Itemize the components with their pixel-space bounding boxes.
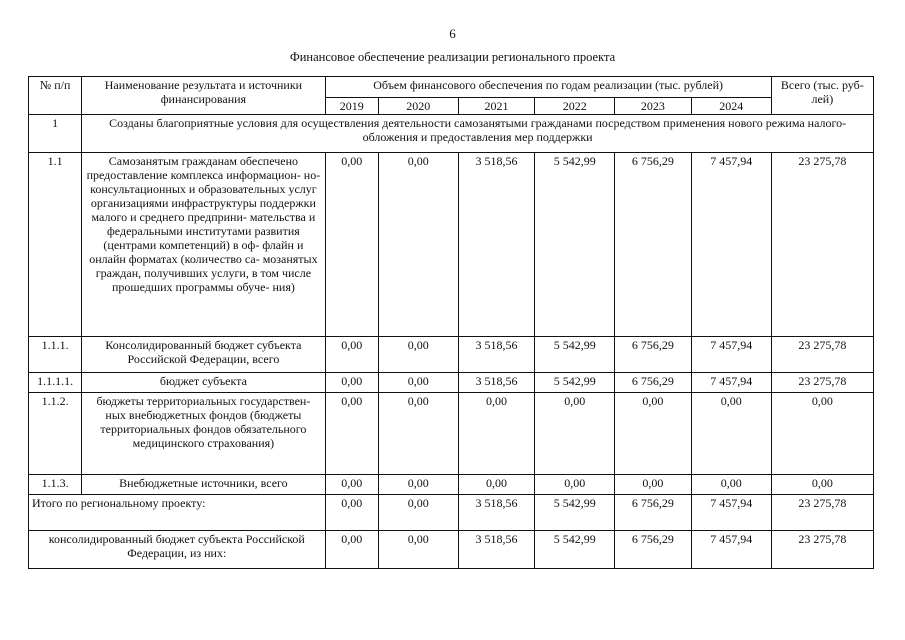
cell-value: 5 542,99 [535, 495, 615, 531]
cell-value: 5 542,99 [535, 153, 615, 337]
cell-value: 0,00 [325, 495, 378, 531]
cell-value: 0,00 [325, 531, 378, 569]
cell-value: 0,00 [535, 393, 615, 475]
header-year: 2022 [535, 98, 615, 115]
cell-value: 0,00 [325, 373, 378, 393]
section-no: 1 [29, 115, 82, 153]
summary-label: Итого по региональному проекту: [29, 495, 326, 531]
header-year: 2020 [378, 98, 458, 115]
table-row [29, 373, 874, 393]
cell-value: 0,00 [691, 393, 771, 475]
cell-value: 6 756,29 [615, 531, 692, 569]
cell-value: 3 518,56 [458, 531, 535, 569]
summary-row-consolidated [29, 531, 874, 569]
header-col-volume: Объем финансового обеспечения по годам реализации (тыс. рублей) [325, 77, 771, 98]
header-col-no: № п/п [29, 77, 82, 115]
cell-value: 6 756,29 [615, 495, 692, 531]
row-name: Консолидированный бюджет субъекта Российской Федерации, всего [82, 337, 325, 373]
header-year: 2021 [458, 98, 535, 115]
cell-value: 0,00 [458, 475, 535, 495]
cell-value: 7 457,94 [691, 153, 771, 337]
table-row [29, 475, 874, 495]
cell-value: 3 518,56 [458, 337, 535, 373]
cell-value: 0,00 [691, 475, 771, 495]
section-row [29, 115, 874, 153]
cell-value: 3 518,56 [458, 373, 535, 393]
row-no: 1.1.3. [29, 475, 82, 495]
cell-value: 0,00 [325, 393, 378, 475]
summary-row-total [29, 495, 874, 531]
cell-value: 0,00 [325, 475, 378, 495]
cell-value: 0,00 [615, 393, 692, 475]
cell-value: 6 756,29 [615, 337, 692, 373]
cell-value: 5 542,99 [535, 373, 615, 393]
header-year: 2023 [615, 98, 692, 115]
cell-value: 0,00 [325, 153, 378, 337]
row-no: 1.1.1.1. [29, 373, 82, 393]
header-col-total: Всего (тыс. руб- лей) [771, 77, 873, 115]
row-no: 1.1.2. [29, 393, 82, 475]
document-title: Финансовое обеспечение реализации регионального проекта [289, 50, 616, 64]
cell-value: 0,00 [378, 475, 458, 495]
cell-value: 7 457,94 [691, 337, 771, 373]
cell-value: 0,00 [535, 475, 615, 495]
cell-value: 3 518,56 [458, 153, 535, 337]
cell-total: 23 275,78 [771, 153, 873, 337]
header-year: 2019 [325, 98, 378, 115]
cell-value: 0,00 [458, 393, 535, 475]
row-no: 1.1 [29, 153, 82, 337]
cell-value: 5 542,99 [535, 531, 615, 569]
cell-total: 0,00 [771, 393, 873, 475]
header-year: 2024 [691, 98, 771, 115]
row-name: Внебюджетные источники, всего [82, 475, 325, 495]
cell-value: 0,00 [325, 337, 378, 373]
row-name: бюджет субъекта [82, 373, 325, 393]
cell-total: 23 275,78 [771, 337, 873, 373]
financing-table [28, 76, 874, 569]
cell-total: 23 275,78 [771, 495, 873, 531]
header-col-name: Наименование результата и источники финансирования [82, 77, 325, 115]
cell-value: 6 756,29 [615, 153, 692, 337]
row-name: бюджеты территориальных государствен- ных внебюджетных фондов (бюджеты территориальных фондов обязательного медицинского страхования) [82, 393, 325, 475]
table-header-row [29, 77, 874, 98]
cell-total: 23 275,78 [771, 531, 873, 569]
cell-value: 7 457,94 [691, 373, 771, 393]
section-text: Созданы благоприятные условия для осуществления деятельности самозанятыми гражданами посредством применения нового режима налого- обложения и предоставления мер поддержки [82, 115, 874, 153]
cell-value: 0,00 [378, 153, 458, 337]
cell-value: 5 542,99 [535, 337, 615, 373]
table-row [29, 153, 874, 337]
cell-value: 7 457,94 [691, 531, 771, 569]
row-name: Самозанятым гражданам обеспечено предоставление комплекса информацион- но-консультационных и образовательных услуг организациями инфраструктуры поддержки малого и среднего предприни- мательства и федеральными институтами развития (центрами компетенций) в оф- флайн и онлайн форматах (количество са- мозанятых граждан, получивших услуги, в том числе прошедших программы обуче- ния) [82, 153, 325, 337]
cell-value: 0,00 [615, 475, 692, 495]
cell-value: 0,00 [378, 393, 458, 475]
page-number: 6 [449, 26, 456, 41]
row-no: 1.1.1. [29, 337, 82, 373]
cell-value: 0,00 [378, 337, 458, 373]
table-row [29, 393, 874, 475]
cell-value: 6 756,29 [615, 373, 692, 393]
cell-value: 7 457,94 [691, 495, 771, 531]
table-row [29, 337, 874, 373]
cell-value: 0,00 [378, 531, 458, 569]
cell-value: 3 518,56 [458, 495, 535, 531]
cell-total: 23 275,78 [771, 373, 873, 393]
summary-label: консолидированный бюджет субъекта Российской Федерации, из них: [29, 531, 326, 569]
cell-value: 0,00 [378, 373, 458, 393]
cell-value: 0,00 [378, 495, 458, 531]
cell-total: 0,00 [771, 475, 873, 495]
